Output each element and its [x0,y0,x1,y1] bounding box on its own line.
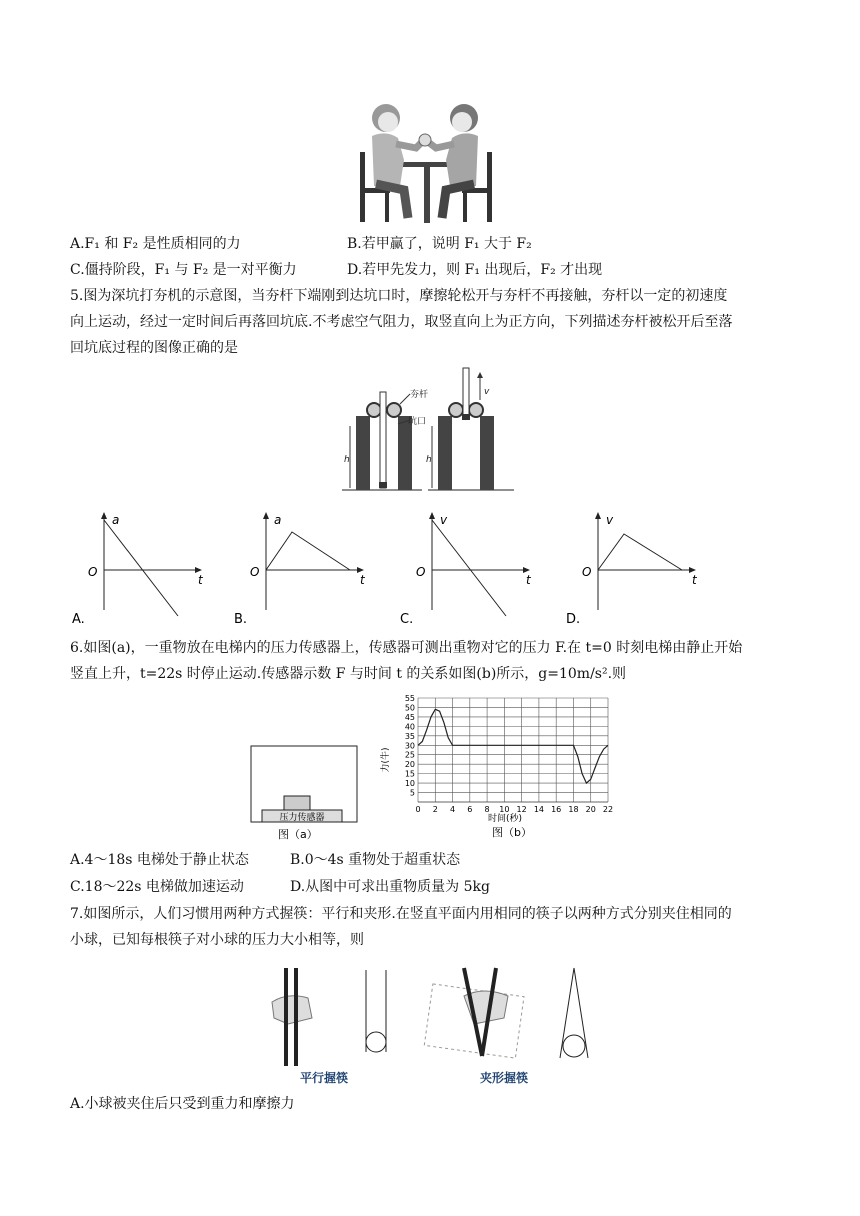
graph-d-xlabel: t [692,573,697,587]
caption-clip: 夹形握筷 [480,1071,529,1085]
q7-stem-line1: 7.如图所示，人们习惯用两种方式握筷：平行和夹形.在竖直平面内用相同的筷子以两种方式分别夹住相同的 [70,906,732,922]
y-tick-label: 40 [404,722,415,732]
velocity-label: v [484,387,490,397]
x-tick-label: 10 [499,805,510,814]
y-tick-label: 15 [404,769,415,779]
y-tick-label: 55 [404,694,415,703]
graph-d-origin: O [582,565,592,579]
graph-a-origin: O [88,565,98,579]
graph-a [70,510,210,628]
graph-c-letter: C. [400,612,414,627]
q4-option-c: C.僵持阶段，F₁ 与 F₂ 是一对平衡力 [70,262,297,278]
x-tick-label: 20 [585,805,596,814]
graph-d-letter: D. [566,612,581,627]
x-tick-label: 2 [432,805,438,814]
height-label-left: h [344,455,350,465]
q6-option-d: D.从图中可求出重物质量为 5kg [290,879,490,895]
mouth-label: 坑口 [408,417,427,427]
q7-option-a: A.小球被夹住后只受到重力和摩擦力 [70,1096,295,1112]
graph-d [564,510,704,628]
q6-option-c: C.18～22s 电梯做加速运动 [70,879,244,895]
graph-c-xlabel: t [526,573,531,587]
x-tick-label: 22 [602,805,614,814]
q6-stem-line2: 竖直上升，t=22s 时停止运动.传感器示数 F 与时间 t 的关系如图(b)所示，g=10m/s².则 [70,666,627,682]
y-tick-label: 50 [404,703,415,713]
force-time-chart [380,690,620,840]
x-tick-label: 0 [415,805,421,814]
q6-option-a: A.4～18s 电梯处于静止状态 [70,852,249,868]
y-tick-label: 35 [404,731,415,741]
q4-option-a: A.F₁ 和 F₂ 是性质相同的力 [70,236,241,252]
figure-a-caption: 图（a） [278,828,318,840]
graph-b-origin: O [250,565,260,579]
y-tick-label: 45 [404,712,415,722]
x-tick-label: 4 [449,805,456,814]
y-tick-label: 30 [404,741,415,751]
graph-b [232,510,372,628]
q6-option-b: B.0～4s 重物处于超重状态 [290,852,461,868]
chopsticks-figure [268,962,598,1088]
x-tick-label: 14 [533,805,545,814]
arm-wrestling-illustration [352,98,500,224]
x-tick-label: 16 [551,805,562,814]
q5-stem-line3: 回坑底过程的图像正确的是 [70,340,238,356]
elevator-figure [250,740,360,840]
q7-stem-line2: 小球，已知每根筷子对小球的压力大小相等，则 [70,932,364,948]
y-tick-label: 10 [404,779,415,789]
graph-d-ylabel: v [606,513,614,527]
sensor-label: 压力传感器 [279,813,325,823]
q6-stem-line1: 6.如图(a)，一重物放在电梯内的压力传感器上，传感器可测出重物对它的压力 F.在 t=0 时刻电梯由静止开始 [70,640,743,656]
chart-ylabel: 力(牛) [381,747,391,773]
height-label-right: h [426,455,432,465]
figure-b-caption: 图（b） [492,826,532,839]
x-tick-label: 6 [467,805,473,814]
graph-a-ylabel: a [112,513,120,527]
q4-option-d: D.若甲先发力，则 F₁ 出现后，F₂ 才出现 [347,262,603,278]
y-tick-label: 20 [404,760,415,770]
q4-option-b: B.若甲赢了，说明 F₁ 大于 F₂ [347,236,532,252]
x-tick-label: 18 [568,805,579,814]
graph-b-letter: B. [234,612,248,627]
chart-xlabel: 时间(秒) [487,814,523,824]
q5-stem-line1: 5.图为深坑打夯机的示意图，当夯杆下端刚到达坑口时，摩擦轮松开与夯杆不再接触，夯杆以一定的初速度 [70,288,728,304]
y-tick-label: 25 [404,750,415,760]
graph-b-xlabel: t [360,573,365,587]
graph-a-xlabel: t [198,573,203,587]
y-tick-label: 5 [409,788,415,798]
graph-b-ylabel: a [274,513,282,527]
caption-parallel: 平行握筷 [300,1071,349,1085]
q5-stem-line2: 向上运动，经过一定时间后再落回坑底.不考虑空气阻力，取竖直向上为正方向，下列描述夯杆被松开后至落 [70,314,733,330]
graph-a-letter: A. [72,612,85,627]
rod-label: 夯杆 [410,390,429,400]
graph-c-origin: O [416,565,426,579]
graph-c [398,510,538,628]
graph-c-ylabel: v [440,513,448,527]
x-tick-label: 12 [516,805,527,814]
force-series-line [418,709,608,783]
pile-driver-diagram [338,364,518,494]
x-tick-label: 8 [484,805,490,814]
